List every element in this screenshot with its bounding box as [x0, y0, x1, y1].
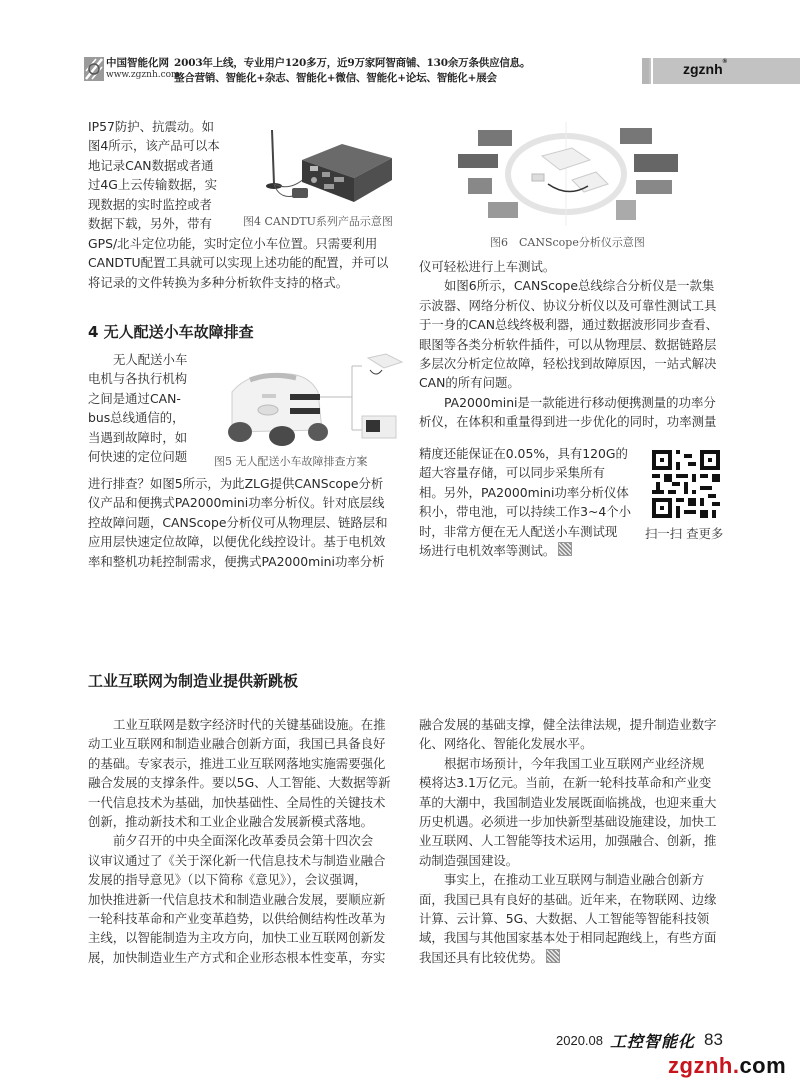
end-mark-icon — [546, 949, 560, 963]
text-line: 过4G上云传输数据，实 — [88, 177, 218, 193]
text-line: 示波器、网络分析仪、协议分析仪以及可靠性测试工具 — [419, 297, 717, 313]
text-line-content: 业互联网、人工智能等技术运用，加强融合、创新，推 — [419, 833, 717, 849]
watermark — [668, 1053, 786, 1079]
text-line: 相。另外，PA2000mini功率分析仪体 — [419, 484, 629, 500]
issue-date: 2020.08 — [556, 1033, 603, 1048]
text-line-content: 历史机遇。必须进一步加快新型基础设施建设，加快工 — [419, 813, 717, 829]
watermark-red: zgznh. — [668, 1053, 740, 1078]
text-line — [419, 773, 716, 792]
text-line — [419, 909, 716, 928]
text-line — [88, 773, 390, 792]
text-line: 如图6所示，CANScope总线综合分析仪是一款集 — [444, 278, 715, 294]
site-url[interactable]: www.zgznh.com — [106, 70, 180, 80]
text-line: 现数据的实时监控或者 — [88, 196, 212, 212]
text-line — [88, 715, 390, 734]
text-line: 无人配送小车 — [113, 352, 188, 367]
text-line: 应用层快速定位故障，以便优化线控设计。基于电机效 — [88, 534, 386, 550]
text-line-content: 展，加快制造业生产方式和企业形态根本性变革，夯实 — [88, 949, 386, 965]
article1-right-wrap — [419, 444, 631, 560]
header-tagline-2: 整合营销、智能化+杂志、智能化+微信、智能化+论坛、智能化+展会 — [174, 72, 497, 84]
text-line: 地记录CAN数据或者通 — [88, 157, 214, 173]
site-name: 中国智能化网 — [106, 57, 169, 69]
text-line — [419, 890, 716, 909]
text-line: 之间是通过CAN- — [88, 390, 181, 406]
text-line: 电机与各执行机构 — [88, 371, 188, 387]
text-line: 当遇到故障时，如 — [88, 429, 188, 445]
text-line-content: 融合发展的基础支撑，健全法律法规，提升制造业数字 — [419, 717, 717, 732]
text-line-content: 创新，推动新技术和工业企业融合发展新模式落地。 — [88, 813, 373, 829]
watermark-black: com — [739, 1053, 787, 1078]
text-line — [88, 909, 390, 928]
end-mark-icon — [558, 542, 572, 556]
text-line: 仪可轻松进行上车测试。 — [419, 259, 556, 274]
article2-title: 工业互联网为制造业提供新跳板 — [88, 672, 299, 690]
article1-left-full-1 — [88, 234, 388, 292]
text-line — [88, 870, 390, 889]
text-line — [419, 831, 716, 850]
qr-caption: 扫一扫 查更多 — [645, 526, 724, 541]
text-line-content: 前夕召开的中央全面深化改革委员会第十四次会 — [113, 833, 374, 849]
text-line: 超大容量存储，可以同步采集所有 — [419, 465, 605, 481]
text-line: 眼图等各类分析软件插件，可以从物理层、数据链路层 — [419, 336, 717, 352]
text-line: 何快速的定位问题 — [88, 448, 188, 464]
text-line — [419, 734, 716, 753]
text-line-content: 动制造强国建设。 — [419, 852, 519, 868]
section-heading: 4 无人配送小车故障排查 — [88, 323, 254, 341]
text-line: 仪产品和便携式PA2000mini功率分析仪。针对底层线 — [88, 495, 385, 511]
text-line-content: 域，我国与其他国家基本处于相同起跑线上，有些方面 — [419, 930, 717, 946]
header-tab-label — [683, 61, 727, 77]
text-line — [88, 851, 390, 870]
registered-mark: ® — [722, 59, 728, 65]
text-line: 于一身的CAN总线终极利器，通过数据波形同步查看、 — [419, 317, 718, 333]
text-line — [88, 948, 390, 967]
text-line — [88, 812, 390, 831]
text-line — [419, 851, 716, 870]
figure4-caption: 图4 CANDTU系列产品示意图 — [243, 215, 393, 228]
site-logo-icon — [84, 57, 104, 81]
text-line: 控故障问题，CANScope分析仪可从物理层、链路层和 — [88, 514, 388, 530]
text-line: IP57防护、抗震动。如 — [88, 119, 215, 134]
text-line-content: 工业互联网是数字经济时代的关键基础设施。在推 — [113, 717, 386, 732]
text-line-content: 化、网络化、智能化发展水平。 — [419, 736, 593, 752]
text-line — [419, 928, 716, 947]
text-line — [419, 715, 716, 734]
text-line: CAN的所有问题。 — [419, 375, 520, 391]
text-line — [419, 812, 716, 831]
text-line-content: 加快推进新一代信息技术和制造业融合发展，要顺应新 — [88, 891, 386, 907]
text-line-content: 动工业互联网和制造业融合创新方面，我国已具备良好 — [88, 736, 386, 752]
article1-right-text — [419, 257, 718, 432]
header-tab-text: zgznh — [683, 61, 723, 77]
text-line — [419, 793, 716, 812]
figure4-image — [250, 122, 400, 210]
text-line — [88, 793, 390, 812]
text-line — [419, 754, 716, 773]
text-line — [88, 734, 390, 753]
text-line-content: 主线，以智能制造为主攻方向，加快工业互联网创新发 — [88, 930, 386, 946]
text-line — [88, 890, 390, 909]
text-line — [88, 831, 390, 850]
text-line-content: 事实上，在推动工业互联网与制造业融合创新方 — [444, 872, 705, 888]
text-line: 时，非常方便在无人配送小车测试现 — [419, 523, 618, 539]
text-line: 数据下载，另外，带有 — [88, 215, 212, 231]
qr-code-icon[interactable] — [652, 450, 720, 518]
figure5-image — [210, 352, 406, 448]
text-line: CANDTU配置工具就可以实现上述功能的配置，并可以 — [88, 255, 389, 271]
figure6-image — [452, 118, 680, 228]
text-line-content: 一代信息技术为基础，加快基础性、全局性的关键技术 — [88, 794, 386, 810]
article1-left-full-2 — [88, 474, 388, 571]
text-line-content: 面，我国已具有良好的基础。近年来，在物联网、边缘 — [419, 891, 717, 907]
text-line-content: 根据市场预计，今年我国工业互联网产业经济规 — [444, 755, 705, 771]
text-line — [419, 870, 716, 889]
text-line: 率和整机功耗控制需求，便携式PA2000mini功率分析 — [88, 553, 385, 569]
text-line — [419, 948, 716, 967]
article2-right-column — [419, 715, 716, 967]
text-line: 积小，带电池，可以持续工作3~4个小 — [419, 504, 632, 520]
text-line: 析仪，在体积和重量得到进一步优化的同时，功率测量 — [419, 414, 717, 430]
text-line: 精度还能保证在0.05%，具有120G的 — [419, 446, 628, 461]
header-tab-divider — [651, 58, 653, 84]
text-line: GPS/北斗定位功能，实时定位小车位置。只需要利用 — [88, 236, 378, 251]
header-tab-stripe — [642, 58, 649, 84]
magazine-name: 工控智能化 — [610, 1032, 696, 1051]
text-line: 多层次分析定位故障，轻松找到故障原因，一站式解决 — [419, 355, 717, 371]
figure5-caption: 图5 无人配送小车故障排查方案 — [214, 455, 368, 468]
text-line — [88, 754, 390, 773]
text-line-content: 模将达3.1万亿元。当前，在新一轮科技革命和产业变 — [419, 775, 712, 791]
text-line: 将记录的文件转换为多种分析软件支持的格式。 — [88, 274, 349, 290]
article1-left-wrap-2 — [88, 350, 187, 466]
text-line-content: 议审议通过了《关于深化新一代信息技术与制造业融合 — [88, 852, 386, 868]
text-line-content: 融合发展的支撑条件。要以5G、人工智能、大数据等新 — [88, 775, 391, 791]
article2-left-column — [88, 715, 390, 967]
text-line-content: 我国还具有比较优势。 — [419, 949, 543, 965]
text-line-content: 一轮科技革命和产业变革趋势，以供给侧结构性改革为 — [88, 910, 386, 926]
text-line-content: 革的大潮中，我国制造业发展既面临挑战，也迎来重大 — [419, 794, 717, 810]
text-line: 图4所示，该产品可以本 — [88, 138, 220, 154]
text-line: bus总线通信的， — [88, 410, 185, 426]
text-line: 进行排查？如图5所示，为此ZLG提供CANScope分析 — [88, 476, 384, 491]
page-number: 83 — [704, 1030, 723, 1049]
text-line: 场进行电机效率等测试。 — [419, 542, 556, 558]
figure6-caption: 图6 CANScope分析仪示意图 — [490, 236, 645, 249]
text-line: PA2000mini是一款能进行移动便携测量的功率分 — [444, 394, 716, 410]
header-tagline-1: 2003年上线，专业用户120多万，近9万家阿智商铺、130余万条供应信息。 — [174, 57, 531, 69]
article1-left-wrap-1 — [88, 117, 220, 233]
text-line-content: 发展的指导意见》（以下简称《意见》），会议强调， — [88, 872, 367, 888]
text-line-content: 计算、云计算、5G、大数据、人工智能等智能科技领 — [419, 910, 710, 926]
text-line-content: 的基础。专家表示，推进工业互联网落地实施需要强化 — [88, 755, 386, 771]
text-line — [88, 928, 390, 947]
